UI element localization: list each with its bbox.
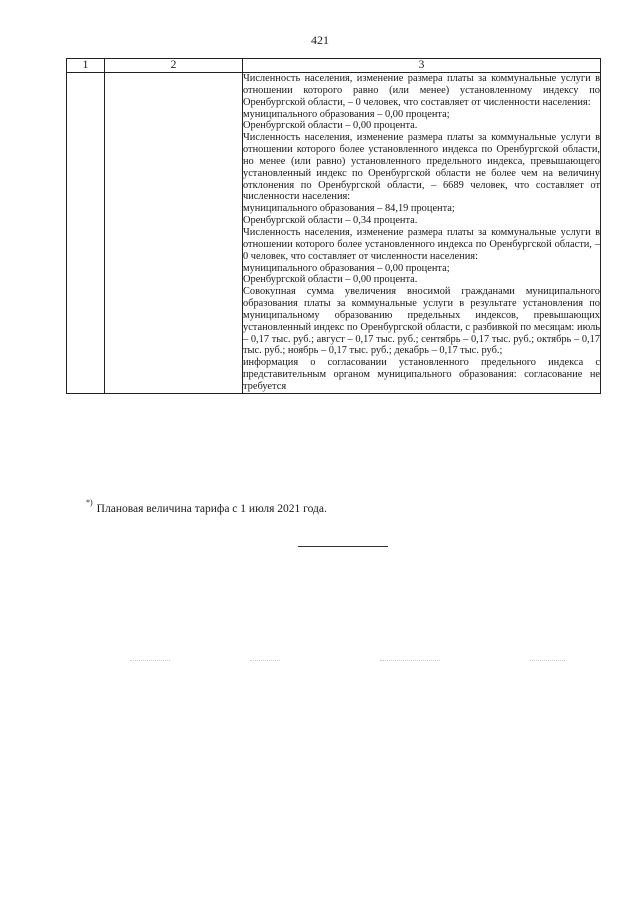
column-header-1: 1 xyxy=(67,59,105,73)
page-number: 421 xyxy=(311,33,329,47)
paragraph-population-equal-index: Численность населения, изменение размера платы за коммунальные услуги в отношении которого равно (или менее) установленному индексу по Оренбургской области, – 0 человек, что составляет от численности населения: xyxy=(243,73,600,108)
footnote-text: Плановая величина тарифа с 1 июля 2021 года. xyxy=(96,502,327,515)
table-row xyxy=(67,73,601,394)
paragraph-population-within-deviation: Численность населения, изменение размера платы за коммунальные услуги в отношении которого более установленного индекса по Оренбургской области, но менее (или равно) установленного предельного индекса, превышающего установленный индекс по Оренбургской области не более чем на величину отклонения по Оренбургской области, – 6689 человек, что составляет от численности населения: xyxy=(243,132,600,203)
paragraph-population-above-index: Численность населения, изменение размера платы за коммунальные услуги в отношении которого более установленного индекса по Оренбургской области, – 0 человек, что составляет от численности населения: xyxy=(243,226,600,262)
paragraph-region-share-2: Оренбургской области – 0,34 процента. xyxy=(243,215,418,227)
footnote xyxy=(86,500,327,515)
column-header-2: 2 xyxy=(105,59,243,73)
scan-artifact xyxy=(530,660,565,661)
scan-artifact xyxy=(130,660,170,661)
paragraph-municipal-share-2: муниципального образования – 84,19 процента; xyxy=(243,203,455,215)
paragraph-total-increase-by-month: Совокупная сумма увеличения вносимой гражданами муниципального образования платы за коммунальные услуги в результате установления по муниципальному образованию предельных индексов, превышающих установленный индекс по Оренбургской области, с разбивкой по месяцам: июль – 0,17 тыс. руб.; август – 0,17 тыс. руб.; сентябрь – 0,17 тыс. руб.; октябрь – 0,17 тыс. руб.; ноябрь – 0,17 тыс. руб.; декабрь – 0,17 тыс. руб.; xyxy=(243,286,600,357)
cell-column-3 xyxy=(243,73,601,394)
column-header-3: 3 xyxy=(243,59,601,73)
table-header-row xyxy=(67,59,601,73)
document-table xyxy=(66,58,601,394)
paragraph-municipal-share-1: муниципального образования – 0,00 процента; xyxy=(243,108,450,120)
paragraph-region-share-3: Оренбургской области – 0,00 процента. xyxy=(243,274,418,286)
cell-column-2 xyxy=(105,73,243,394)
paragraph-region-share-1: Оренбургской области – 0,00 процента. xyxy=(243,120,418,132)
scan-artifact xyxy=(250,660,280,661)
paragraph-approval-info: информация о согласовании установленного предельного индекса с представительным органом муниципального образования: согласование не требуется xyxy=(243,357,600,392)
footnote-marker: *) xyxy=(86,498,93,507)
cell-column-1 xyxy=(67,73,105,394)
scan-artifact xyxy=(380,660,440,661)
separator-line xyxy=(298,546,388,547)
paragraph-municipal-share-3: муниципального образования – 0,00 процента; xyxy=(243,262,450,274)
